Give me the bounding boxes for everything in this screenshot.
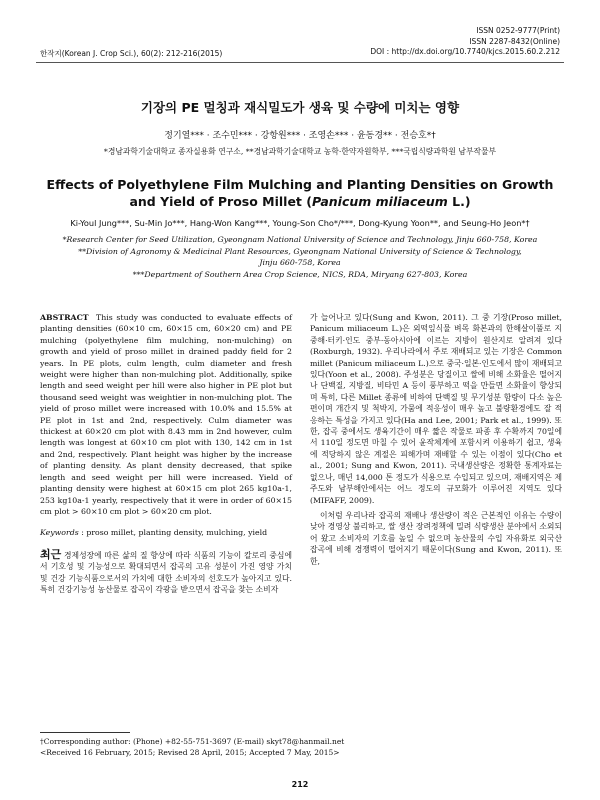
left-column: [40, 312, 292, 595]
affiliation-2: **Division of Agronomy & Medicinal Plant Resources, Gyeongnam National University of Science & Technology,: [78, 246, 522, 256]
korean-title: 기장의 PE 멀칭과 재식밀도가 생육 및 수량에 미치는 영향: [140, 100, 460, 115]
abstract-text: This study was conducted to evaluate effects of planting densities (60×10 cm, 60×15 cm, 60×20 cm) and PE mulching (polyethylene film mulching, non-mulching) on growth and yield of proso millet in drained paddy field for 2 years. In PE plots, culm length, culm diameter and fresh weight were higher than non-mulching plot. Additionally, spike length and seed weight per hill were also higher in PE plot but thousand seed weight was weightier in non-mulching plot. The yield of proso millet were increased with 10.0% and 15.5% at PE plot in 1st and 2nd, respectively. Culm diameter was thickest at 60×20 cm plot with 8.43 mm in 2nd however, culm length was longest at 60×10 cm plot with 130, 142 cm in 1st and 2nd, respectively. Plant height was higher by the increase of planting density. As plant density decreased, that spike length and seed weight per hill were increased. Yield of planting density were highest at 60×15 cm plot 265 kg10a-1, 253 kg10a-1 yearly, respectively that it were in order of 60×15 cm plot > 60×10 cm plot > 60×20 cm plot.: [40, 313, 292, 516]
affiliation-1: *Research Center for Seed Utilization, Gyeongnam National University of Science and Technology, Jinju 660-758, Korea: [62, 235, 538, 244]
english-title-line1: Effects of Polyethylene Film Mulching and Planting Densities on Growth: [46, 177, 554, 192]
keywords: [40, 527, 292, 538]
corresponding-author: †Corresponding author: (Phone) +82-55-751-3697 (E-mail) skyt78@hanmail.net: [40, 737, 345, 746]
english-authors: Ki-Youl Jung***, Su-Min Jo***, Hang-Won Kang***, Young-Son Cho*/***, Dong-Kyung Yoon**, and Seung-Ho Jeon*†: [70, 218, 530, 228]
keywords-label: Keywords: [40, 528, 79, 538]
page-number: 212: [291, 780, 309, 789]
english-title-line2: and Yield of Proso Millet (Panicum miliaceum L.): [129, 194, 471, 209]
right-column: [310, 312, 562, 567]
issn-online: ISSN 2287-8432(Online): [469, 36, 560, 46]
header-rule: [36, 62, 564, 63]
journal-citation: 한작지(Korean J. Crop Sci.), 60(2): 212-216(2015): [40, 49, 223, 58]
abstract: [40, 312, 292, 517]
issn-print: ISSN 0252-9777(Print): [476, 26, 560, 35]
korean-authors: 정기열*** · 조수민*** · 강항원*** · 조영손*** · 윤동경** · 전승호*†: [164, 131, 436, 141]
affiliation-2-cont: Jinju 660-758, Korea: [259, 258, 341, 267]
intro-paragraph-2: 이처럼 우리나라 잡곡의 재배나 생산량이 적은 근본적인 이유는 수량이 낮아 경영상 불리하고, 쌀 생산 장려정책에 밀려 식량생산 분야에서 소외되어 왔고 소비자의 기호를 높일 수 없으며 농산물의 수입 자유화로 외국산 잡곡에 비해 경쟁력이 떨어지기 때문이다(Sung and Kwon, 2011). 또한,: [310, 510, 562, 566]
species-name: Panicum miliaceum: [311, 194, 448, 209]
doi-link[interactable]: DOI : http://dx.doi.org/10.7740/kjcs.2015.60.2.212: [370, 47, 560, 56]
footnote-rule: [40, 732, 130, 733]
affiliation-3: ***Department of Southern Area Crop Science, NICS, RDA, Miryang 627-803, Korea: [132, 269, 468, 279]
intro-paragraph-cont: 가 늘어나고 있다(Sung and Kwon, 2011). 그 중 기장(Proso millet, Panicum miliaceum L.)은 외떡잎식물 벼목 화본과의 한해살이풀로 지중해·터키·인도 중부·동아시아에 이르는 지방이 원산지로 알려져 있다(Roxburgh, 1932). 우리나라에서 주로 재배되고 있는 기장은 Common millet (Panicum miliaceum L.)으로 중국·일본·인도에서 많이 재배되고 있다(Yoon et al., 2008). 주성분은 당질이고 쌀에 비해 소화율은 떨어지나 단백질, 지방질, 비타민 A 등이 풍부하고 떡을 만들면 소화율이 향상되며 특히, 다른 Millet 종류에 비하여 단백질 및 무기성분 함량이 다소 높은 편이며 개간지 및 척박지, 가뭄에 적응성이 매우 높고 불량환경에도 잘 적응하는 특성을 가지고 있다(Ha and Lee, 2001; Park et al., 1999). 또한, 잡곡 중에서도 생육기간이 매우 짧은 작물로 파종 후 수확까지 70일에서 110일 정도면 마칠 수 있어 윤작체계에 포함시켜 이용하기 쉽고, 생육에 적당하지 않은 계절은 피해가며 재배할 수 있는 이점이 있다(Cho et al., 2001; Sung and Kwon, 2011). 국내생산량은 정확한 통계자료는 없으나, 매년 14,000 톤 정도가 식용으로 수입되고 있으며, 재배지역은 제주도와 남부해안에서는 어느 정도의 규모화가 이루어진 지역도 있다(MIFAFF, 2009).: [310, 313, 562, 505]
korean-affiliations: *경남과학기술대학교 종자실용화 연구소, **경남과학기술대학교 농학·한약자원학부, ***국립식량과학원 남부작물부: [103, 147, 497, 156]
abstract-label: ABSTRACT: [40, 313, 89, 322]
footnote: [40, 736, 344, 758]
keywords-text: : proso millet, planting density, mulching, yield: [81, 528, 268, 538]
english-title: [40, 176, 560, 210]
identifier-block: [370, 26, 560, 58]
intro-paragraph-start: [40, 549, 292, 596]
intro-dropcap: 최근: [40, 547, 62, 561]
received-dates: <Received 16 February, 2015; Revised 28 April, 2015; Accepted 7 May, 2015>: [40, 748, 340, 757]
english-affiliations: [50, 234, 550, 280]
intro-left-text: 경제성장에 따른 삶의 질 향상에 따라 식품의 기능이 칼로리 중심에서 기호성 및 기능성으로 확대되면서 잡곡의 고유 성분이 가진 영양 가치 및 건강 기능식품으로서의 가치에 대한 소비자의 선호도가 높아지고 있다. 특히 건강기능성 농산물로 잡곡이 각광을 받으면서 잡곡을 찾는 소비자: [40, 550, 292, 594]
